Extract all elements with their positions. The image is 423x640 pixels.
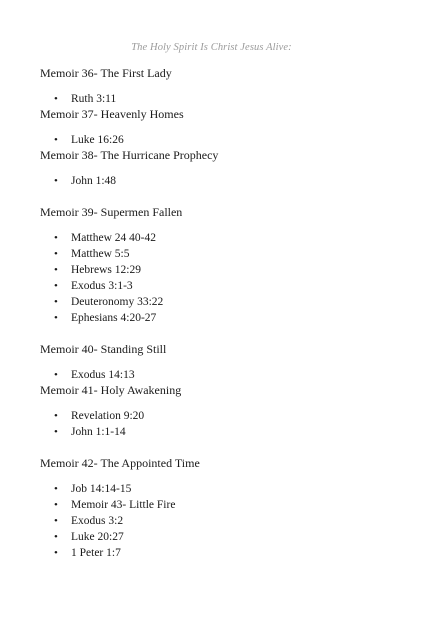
scripture-item <box>40 294 400 310</box>
scripture-list <box>40 408 400 440</box>
scripture-item <box>40 230 400 246</box>
scripture-reference: John 1:48 <box>71 175 117 187</box>
running-header: The Holy Spirit Is Christ Jesus Alive: <box>131 42 292 53</box>
scripture-reference: Luke 16:26 <box>71 134 124 146</box>
bullet-icon: • <box>54 232 58 244</box>
scripture-reference: Exodus 3:2 <box>71 515 124 527</box>
bullet-icon: • <box>54 369 58 381</box>
bullet-icon: • <box>54 93 58 105</box>
bullet-icon: • <box>54 175 58 187</box>
scripture-reference: Exodus 3:1-3 <box>71 280 133 292</box>
scripture-list <box>40 132 400 148</box>
scripture-reference: Ruth 3:11 <box>71 93 117 105</box>
scripture-list <box>40 481 400 561</box>
memoir-title: Memoir 39- Supermen Fallen <box>40 205 183 219</box>
scripture-item <box>40 278 400 294</box>
scripture-reference: Matthew 5:5 <box>71 248 130 260</box>
scripture-reference: Exodus 14:13 <box>71 369 135 381</box>
scripture-list <box>40 367 400 383</box>
scripture-item <box>40 262 400 278</box>
scripture-item <box>40 408 400 424</box>
memoir-list <box>40 66 400 561</box>
scripture-item <box>40 545 400 561</box>
scripture-reference: Hebrews 12:29 <box>71 264 141 276</box>
bullet-icon: • <box>54 531 58 543</box>
bullet-icon: • <box>54 483 58 495</box>
scripture-reference: John 1:1-14 <box>71 426 126 438</box>
memoir-title: Memoir 37- Heavenly Homes <box>40 107 184 121</box>
memoir-section <box>40 148 400 189</box>
memoir-section <box>40 456 400 561</box>
scripture-item <box>40 497 400 513</box>
scripture-item <box>40 424 400 440</box>
scripture-item <box>40 529 400 545</box>
memoir-title: Memoir 38- The Hurricane Prophecy <box>40 148 219 162</box>
bullet-icon: • <box>54 410 58 422</box>
scripture-reference: Job 14:14-15 <box>71 483 132 495</box>
scripture-item <box>40 246 400 262</box>
bullet-icon: • <box>54 547 58 559</box>
scripture-item <box>40 513 400 529</box>
scripture-reference: Revelation 9:20 <box>71 410 145 422</box>
memoir-title: Memoir 36- The First Lady <box>40 66 172 80</box>
scripture-list <box>40 91 400 107</box>
scripture-item <box>40 367 400 383</box>
memoir-section <box>40 205 400 326</box>
bullet-icon: • <box>54 296 58 308</box>
scripture-item <box>40 132 400 148</box>
memoir-section <box>40 66 400 107</box>
bullet-icon: • <box>54 280 58 292</box>
scripture-item <box>40 310 400 326</box>
bullet-icon: • <box>54 264 58 276</box>
memoir-title: Memoir 41- Holy Awakening <box>40 383 182 397</box>
scripture-item <box>40 91 400 107</box>
scripture-reference: Deuteronomy 33:22 <box>71 296 164 308</box>
scripture-item <box>40 481 400 497</box>
bullet-icon: • <box>54 134 58 146</box>
scripture-reference: Memoir 43- Little Fire <box>71 499 176 511</box>
scripture-reference: Ephesians 4:20-27 <box>71 312 157 324</box>
bullet-icon: • <box>54 312 58 324</box>
bullet-icon: • <box>54 426 58 438</box>
scripture-reference: Matthew 24 40-42 <box>71 232 156 244</box>
memoir-section <box>40 107 400 148</box>
scripture-reference: Luke 20:27 <box>71 531 124 543</box>
scripture-list <box>40 173 400 189</box>
bullet-icon: • <box>54 515 58 527</box>
memoir-section <box>40 383 400 440</box>
bullet-icon: • <box>54 248 58 260</box>
memoir-section <box>40 342 400 383</box>
bullet-icon: • <box>54 499 58 511</box>
memoir-title: Memoir 42- The Appointed Time <box>40 456 200 470</box>
scripture-list <box>40 230 400 326</box>
scripture-item <box>40 173 400 189</box>
scripture-reference: 1 Peter 1:7 <box>71 547 121 559</box>
memoir-title: Memoir 40- Standing Still <box>40 342 167 356</box>
